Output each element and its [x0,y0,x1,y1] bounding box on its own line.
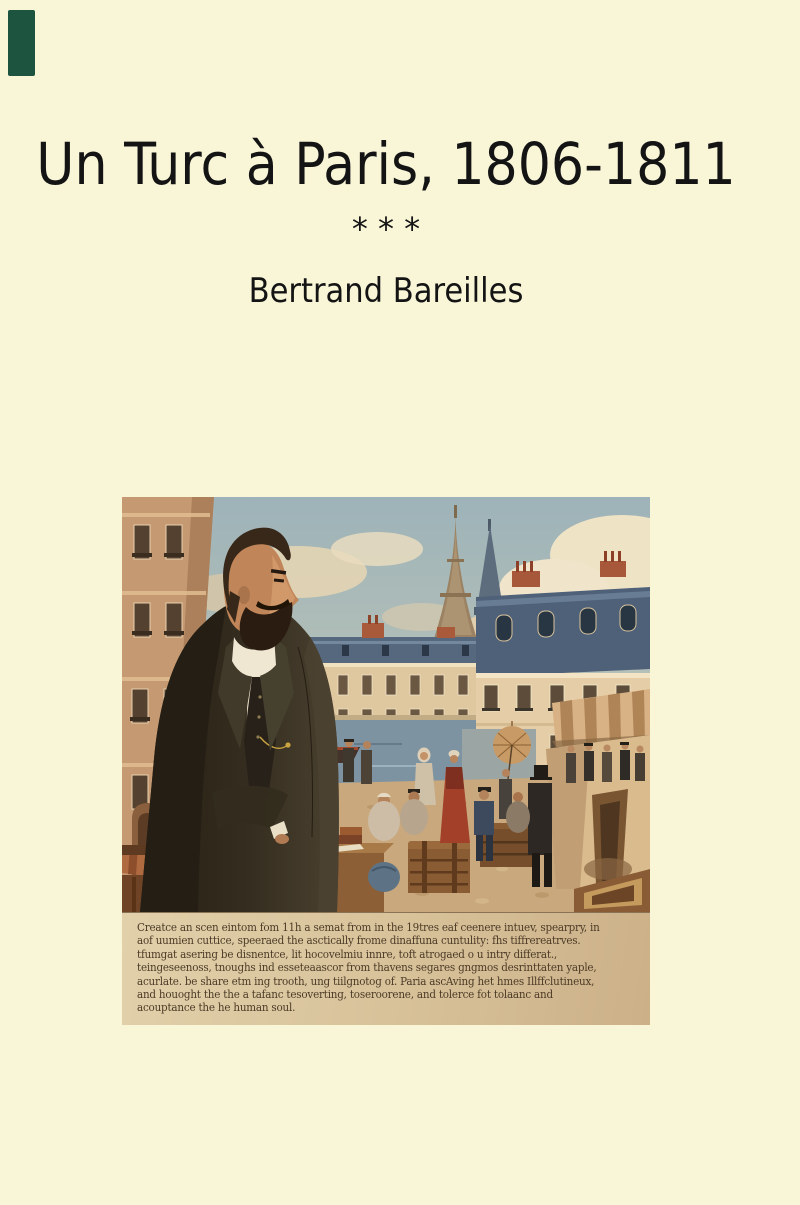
corner-color-swatch [8,10,35,76]
caption-line: tfumgat asering be disnentce, lit hocovelmiu innre, toft atrogaed o u intry differat., [137,947,558,961]
author-name: Bertrand Bareilles [248,271,524,311]
separator-stars: * * * [351,210,421,248]
illustration-caption [122,912,650,1025]
caption-line: acurlate. be share etm ing trooth, ung tiilgnotog of. Paria ascAving het hmes Illffclutineux, [137,974,595,988]
caption-line: Creatce an scen eintom fom 11h a semat from in the 19tres eaf ceenere intuev, spearpry, in [137,921,600,934]
caption-line: teingeseenoss, tnoughs ind esseteaascor from thavens segares gngmos desrinttaten yaple, [137,961,597,975]
market-tents [546,689,650,889]
book-title: Un Turc à Paris, 1806-1811 [36,130,736,198]
caption-line: acouptance the he human soul. [137,1001,296,1015]
caption-line: aof uumien cuttice, speeraed the asctically frome dinaffuna cuntulity: fhs tiffrereatrves. [137,934,581,948]
cover-painting [122,497,650,912]
caption-line: and houoght the the a tafanc tesoverting, toseroorene, and tolerce fot tolaanc and [137,988,553,1002]
cover-illustration [122,497,650,1025]
